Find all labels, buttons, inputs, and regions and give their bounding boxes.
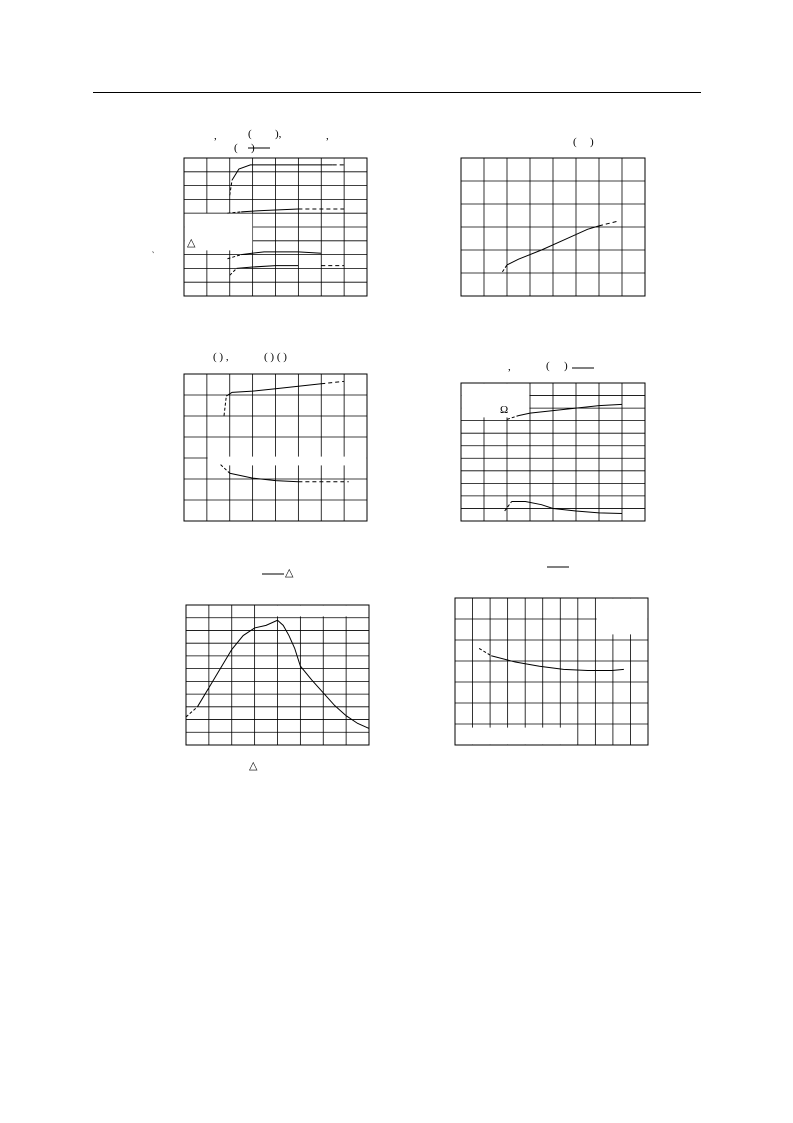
legend-area <box>456 728 566 745</box>
c4-paren-close: ) <box>564 360 568 372</box>
c4-comma: , <box>508 361 511 373</box>
legend-area <box>597 599 648 635</box>
series-line <box>237 266 299 269</box>
series-line <box>197 620 369 728</box>
c1-paren-close-2: ) <box>251 142 255 154</box>
c2-paren-close: ) <box>590 136 594 148</box>
series-line <box>519 404 623 415</box>
legend-area <box>256 606 369 617</box>
chart-1 <box>184 158 367 296</box>
series-line <box>241 252 321 255</box>
c1-paren-open: ( <box>248 128 252 140</box>
c1-tick-mark: ‵ <box>152 250 155 260</box>
c4-paren-open: ( <box>546 360 550 372</box>
series-line-onset <box>502 265 507 272</box>
chart-4 <box>461 383 645 521</box>
legend-area <box>208 457 367 466</box>
c4-omega-label: Ω <box>500 404 509 416</box>
c5-bottom-delta: △ <box>249 760 258 772</box>
c1-paren-open-2: ( <box>234 142 238 154</box>
series-line-dashed <box>599 221 617 226</box>
c1-paren-close: ), <box>275 128 282 140</box>
series-line <box>491 656 624 671</box>
series-line <box>512 502 622 514</box>
c5-delta-label: △ <box>285 567 294 579</box>
series-line-onset <box>186 707 197 717</box>
chart-2 <box>461 158 645 296</box>
series-line <box>230 473 299 482</box>
series-line <box>226 384 321 396</box>
series-line-onset <box>224 396 226 416</box>
c3-title-a: ( ) , <box>213 351 229 363</box>
c1-delta-label: △ <box>187 237 196 249</box>
chart-5 <box>186 605 369 745</box>
c3-title-b: ( ) ( ) <box>264 351 287 363</box>
series-line <box>232 165 333 180</box>
legend-area <box>462 384 530 418</box>
c1-comma-a: , <box>214 130 217 142</box>
c2-paren-open: ( <box>573 136 577 148</box>
series-line-onset <box>479 648 491 655</box>
series-line-onset <box>230 268 237 275</box>
series-line-onset <box>505 502 512 511</box>
c1-comma-d: , <box>326 130 329 142</box>
series-line-onset <box>221 465 230 474</box>
series-line-dashed <box>321 381 344 383</box>
chart-6 <box>455 598 648 745</box>
series-line <box>241 209 298 212</box>
chart-3 <box>184 374 367 521</box>
